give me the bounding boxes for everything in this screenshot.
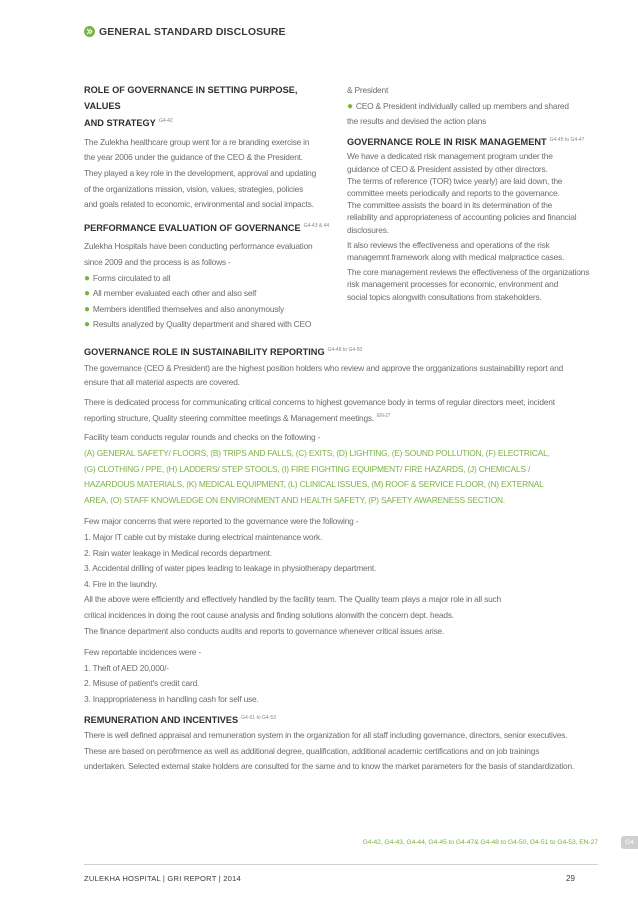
gri-index-codes: G4-42, G4-43, G4-44, G4-45 to G4-47& G4-48 to G4-50, G4-51 to G4-53, EN-27 xyxy=(362,839,598,846)
paragraph: Few major concerns that were reported to the governance were the following - xyxy=(84,516,359,527)
paragraph: It also reviews the effectiveness and operations of the risk managemnt framework along with medical malpractice cases. xyxy=(347,239,565,263)
heading-risk-management: GOVERNANCE ROLE IN RISK MANAGEMENT $^{G4-45 to G4-47}$ xyxy=(347,136,585,147)
gri-code: G4-43 & 44 xyxy=(303,222,330,229)
gri-code: G4-42 xyxy=(158,118,173,125)
paragraph: We have a dedicated risk management program under the guidance of CEO & President assisted by other directors. The terms of reference (TOR) twice yearly) are laid down, the committee meets periodically and reports to the governance. The committee assists the board in its determination of the reliability and appropriateness of accounting policies and financial disclosures. xyxy=(347,151,577,235)
paragraph: The core management reviews the effectiveness of the organizations risk management processes for economic, environment and social topics alongwith consultations from stakeholders. xyxy=(347,267,590,302)
list-item: 1. Theft of AED 20,000/- xyxy=(84,662,169,673)
paragraph: Zulekha Hospitals have been conducting performance evaluation since 2009 and the process is as follows - xyxy=(84,241,313,268)
paragraph: Facility team conducts regular rounds and checks on the following - xyxy=(84,432,321,443)
paragraph: There is dedicated process for communicating critical concerns to highest governance body in terms of regular directors meet, incident reporting structure, Quality steering committee meetings & Management meetings. $^{EN-27}$ xyxy=(84,396,555,423)
list-item: ● All member evaluated each other and also self xyxy=(84,288,257,300)
footer-divider xyxy=(84,864,598,865)
gri-tab: G4 xyxy=(621,836,638,849)
bullet-icon: ● xyxy=(84,303,90,315)
gri-code: G4-51 to G4-53 xyxy=(241,714,276,721)
paragraph: The Zulekha healthcare group went for a re branding exercise in the year 2006 under the guidance of the CEO & the President. They played a key role in the development, approval and updating of the organizations mission, vision, values, strategies, policies and goals related to economic, environmental and social impacts. xyxy=(84,136,317,210)
list-item: ● Results analyzed by Quality department and shared with CEO xyxy=(84,319,312,331)
paragraph: The governance (CEO & President) are the highest position holders who review and approve the orgganizations sustainability report and ensure that all material aspects are covered. xyxy=(84,362,563,387)
full-width-section xyxy=(84,343,604,775)
page-number: 29 xyxy=(566,874,575,883)
list-item: 3. Inappropriateness in handling cash for self use. xyxy=(84,693,259,704)
list-item: 2. Misuse of patient's credit card. xyxy=(84,678,200,689)
bullet-icon: ● xyxy=(84,319,90,331)
list-item-continued: the results and devised the action plans xyxy=(347,116,487,127)
list-item: 2. Rain water leakage in Medical records department. xyxy=(84,547,272,558)
section-title: GENERAL STANDARD DISCLOSURE xyxy=(99,26,286,38)
gri-code: EN-27 xyxy=(377,412,391,419)
bullet-icon: ● xyxy=(84,288,90,300)
bullet-icon: ● xyxy=(84,272,90,284)
left-column xyxy=(84,83,332,333)
chevron-right-icon xyxy=(84,26,95,37)
continuation-text: & President xyxy=(347,85,389,95)
gri-code: G4-45 to G4-47 xyxy=(549,136,585,143)
heading-governance-purpose: ROLE OF GOVERNANCE IN SETTING PURPOSE, VALUES AND STRATEGY $^{G4-42}$ xyxy=(84,85,298,129)
list-item: ● CEO & President individually called up members and shared xyxy=(347,100,569,112)
gri-code: G4-48 to G4-50 xyxy=(327,347,363,353)
paragraph: All the above were efficiently and effectively handled by the facility team. The Quality team plays a major role in all such critical incidences in doing the root cause analysis and finding solutions alonwith the concern dept. heads. The finance department also conducts audits and reports to governance whenever critical issues arise. xyxy=(84,594,501,636)
heading-remuneration: REMUNERATION AND INCENTIVES $^{G4-51 to G4-53}$ xyxy=(84,714,276,725)
paragraph: There is well defined appraisal and remuneration system in the organization for all staff including governance, directors, senior executives. These are based on perofrmence as well as additional degree, qualification, additional academic certifications and on job trainings undertaken. Selected external stake holders are consulted for the same and to know the market parameters for the basis of standardization. xyxy=(84,730,575,772)
checklist-areas: (A) GENERAL SAFETY/ FLOORS, (B) TRIPS AND FALLS, (C) EXITS, (D) LIGHTING, (E) SOUND POLLUTION, (F) ELECTRICAL, (G) CLOTHING / PPE, (H) LADDERS/ STEP STOOLS, (I) FIRE FIGHTING EQUIPMENT/ FIRE HAZARDS, (J) CHEMICALS / HAZARDOUS MATERIALS, (K) MEDICAL EQUIPMENT, (L) CLINICAL ISSUES, (M) ROOF & SERVICE FLOOR, (N) EXTERNAL AREA, (O) STAFF KNOWLEDGE ON ENVIRONMENT AND HEALTH SAFETY, (P) SAFETY AWARENESS SECTION. xyxy=(84,448,550,505)
list-item: 1. Major IT cable cut by mistake during electrical maintenance work. xyxy=(84,532,323,543)
report-title: ZULEKHA HOSPITAL | GRI REPORT | 2014 xyxy=(84,874,241,883)
paragraph: Few reportable incidences were - xyxy=(84,647,201,658)
list-item: 3. Accidental drilling of water pipes leading to leakage in physiotherapy department. xyxy=(84,563,377,574)
incidents-list xyxy=(84,661,604,708)
list-item: 4. Fire in the laundry. xyxy=(84,578,158,589)
heading-performance-evaluation: PERFORMANCE EVALUATION OF GOVERNANCE $^{G4-43 \& 44}$ xyxy=(84,222,330,233)
concerns-list xyxy=(84,530,604,592)
heading-sustainability-reporting: GOVERNANCE ROLE IN SUSTAINABILITY REPORTING $^{G4-48 to G4-50}$ xyxy=(84,347,363,358)
right-column xyxy=(347,83,599,303)
bullet-list xyxy=(84,271,332,333)
bullet-icon: ● xyxy=(347,100,353,112)
list-item: ● Forms circulated to all xyxy=(84,272,171,284)
list-item: ● Members identified themselves and also anonymously xyxy=(84,303,284,315)
